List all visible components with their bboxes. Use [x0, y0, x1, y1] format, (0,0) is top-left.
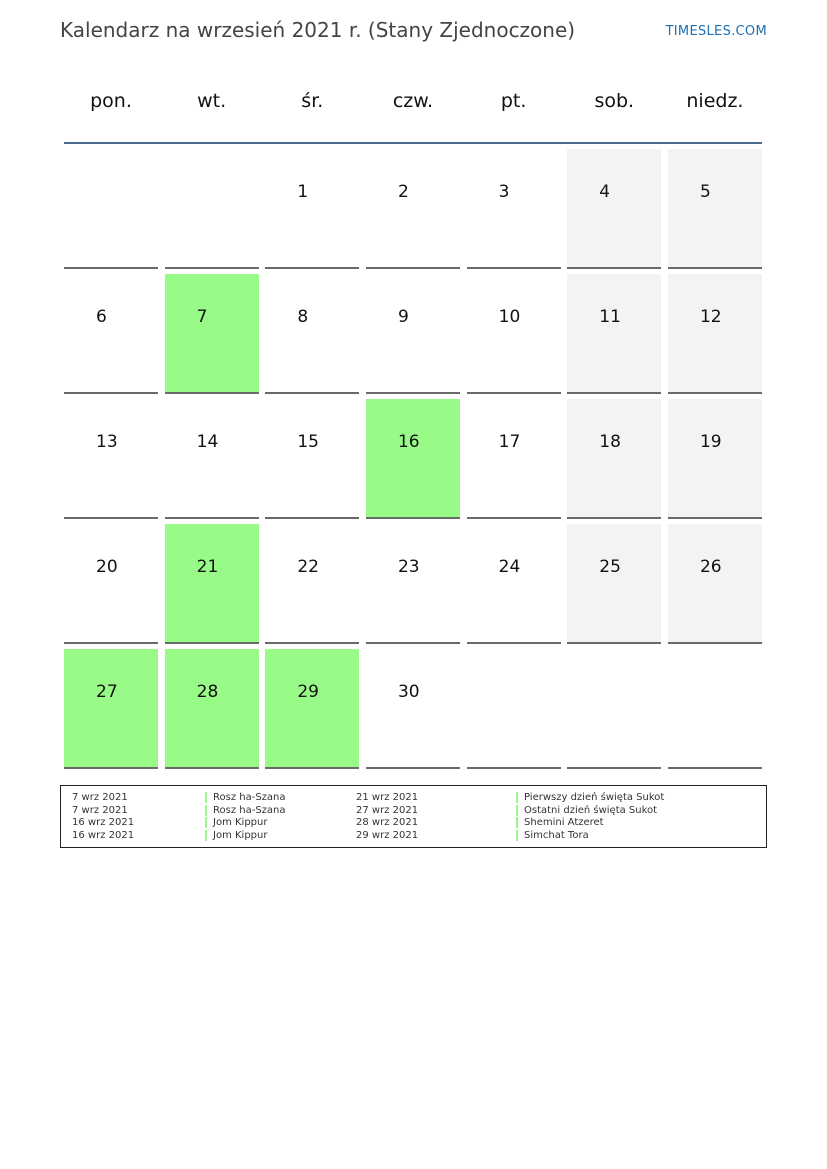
day-number: 29: [297, 682, 319, 702]
day-number: 27: [96, 682, 118, 702]
day-number: 23: [397, 557, 420, 577]
day-number: 15: [297, 432, 319, 452]
day-cell[interactable]: [265, 649, 359, 769]
day-cell[interactable]: [567, 149, 661, 269]
week-row: [64, 274, 762, 394]
legend-holiday-name: Jom Kippur: [213, 817, 268, 828]
week-row: [64, 149, 762, 269]
weekday-sunday: niedz.: [686, 90, 744, 112]
legend-holiday-name: Pierwszy dzień święta Sukot: [524, 792, 665, 803]
day-number: 17: [498, 432, 521, 452]
weekday-monday: pon.: [90, 90, 132, 112]
legend-color-marker: [205, 792, 207, 803]
header-divider: [64, 142, 762, 144]
day-cell[interactable]: [64, 399, 158, 519]
day-number: 8: [297, 307, 309, 327]
brand-link[interactable]: TIMESLES.COM: [665, 24, 767, 39]
day-cell[interactable]: [668, 149, 762, 269]
day-cell[interactable]: [567, 274, 661, 394]
legend-holiday-name: Simchat Tora: [524, 829, 589, 841]
legend-date: 16 wrz 2021: [72, 829, 135, 841]
legend-date: 7 wrz 2021: [72, 792, 128, 803]
day-cell[interactable]: [64, 649, 158, 769]
day-number: 3: [498, 182, 510, 202]
weekday-wednesday: śr.: [301, 90, 324, 112]
weekday-saturday: sob.: [594, 90, 635, 112]
day-number: 13: [96, 432, 118, 452]
legend-date: 16 wrz 2021: [72, 817, 135, 828]
day-cell[interactable]: [467, 399, 561, 519]
weekday-tuesday: wt.: [197, 90, 227, 112]
day-cell[interactable]: [165, 399, 259, 519]
legend-holiday-name: Rosz ha-Szana: [213, 792, 286, 803]
day-cell[interactable]: [366, 399, 460, 519]
page-title: Kalendarz na wrzesień 2021 r. (Stany Zjednoczone): [60, 18, 576, 42]
day-cell[interactable]: [467, 274, 561, 394]
legend-date: 28 wrz 2021: [356, 817, 419, 828]
day-number: 21: [196, 557, 219, 577]
day-number: 25: [599, 557, 621, 577]
legend-holiday-name: Shemini Atzeret: [524, 817, 604, 828]
holiday-legend: [60, 785, 767, 848]
legend-color-marker: [205, 817, 207, 828]
legend-color-marker: [516, 792, 518, 803]
calendar-grid: [64, 149, 762, 774]
legend-date: 29 wrz 2021: [356, 829, 419, 841]
weekday-thursday: czw.: [392, 90, 434, 112]
day-cell[interactable]: [567, 524, 661, 644]
empty-day-cell: [668, 649, 762, 769]
day-cell[interactable]: [265, 524, 359, 644]
legend-color-marker: [205, 830, 207, 841]
day-cell[interactable]: [64, 524, 158, 644]
day-number: 12: [699, 307, 722, 327]
day-cell[interactable]: [567, 399, 661, 519]
day-cell[interactable]: [668, 274, 762, 394]
day-number: 4: [599, 182, 611, 202]
day-number: 11: [599, 307, 621, 327]
day-number: 10: [498, 307, 521, 327]
day-cell[interactable]: [366, 149, 460, 269]
legend-holiday-name: Jom Kippur: [213, 829, 268, 841]
day-number: 9: [397, 307, 409, 327]
week-row: [64, 649, 762, 769]
day-number: 5: [699, 182, 711, 202]
day-cell[interactable]: [165, 524, 259, 644]
legend-date: 7 wrz 2021: [72, 804, 128, 816]
day-number: 24: [498, 557, 521, 577]
day-cell[interactable]: [165, 274, 259, 394]
day-cell[interactable]: [265, 399, 359, 519]
legend-holiday-name: Rosz ha-Szana: [213, 804, 286, 816]
weekday-header-row: [64, 90, 762, 112]
day-number: 20: [96, 557, 118, 577]
week-row: [64, 399, 762, 519]
legend-color-marker: [205, 805, 207, 816]
day-number: 28: [196, 682, 219, 702]
day-cell[interactable]: [265, 149, 359, 269]
day-cell[interactable]: [668, 399, 762, 519]
week-row: [64, 524, 762, 644]
day-number: 26: [699, 557, 722, 577]
day-number: 14: [196, 432, 219, 452]
day-cell[interactable]: [467, 524, 561, 644]
day-cell[interactable]: [64, 274, 158, 394]
day-cell[interactable]: [467, 149, 561, 269]
day-number: 7: [196, 307, 208, 327]
day-number: 6: [96, 307, 107, 327]
day-number: 22: [297, 557, 319, 577]
day-cell[interactable]: [265, 274, 359, 394]
empty-day-cell: [64, 149, 158, 269]
day-number: 1: [297, 182, 309, 202]
day-cell[interactable]: [366, 524, 460, 644]
day-number: 2: [397, 182, 409, 202]
day-cell[interactable]: [668, 524, 762, 644]
day-number: 19: [699, 432, 722, 452]
legend-holiday-name: Ostatni dzień święta Sukot: [524, 804, 658, 816]
legend-date: 27 wrz 2021: [356, 804, 419, 816]
day-cell[interactable]: [165, 649, 259, 769]
empty-day-cell: [567, 649, 661, 769]
legend-color-marker: [516, 805, 518, 816]
day-cell[interactable]: [366, 274, 460, 394]
empty-day-cell: [467, 649, 561, 769]
legend-color-marker: [516, 830, 518, 841]
legend-date: 21 wrz 2021: [356, 792, 419, 803]
day-number: 18: [599, 432, 621, 452]
legend-color-marker: [516, 817, 518, 828]
empty-day-cell: [165, 149, 259, 269]
day-number: 16: [397, 432, 420, 452]
day-cell[interactable]: [366, 649, 460, 769]
day-number: 30: [397, 682, 420, 702]
weekday-friday: pt.: [500, 90, 527, 112]
